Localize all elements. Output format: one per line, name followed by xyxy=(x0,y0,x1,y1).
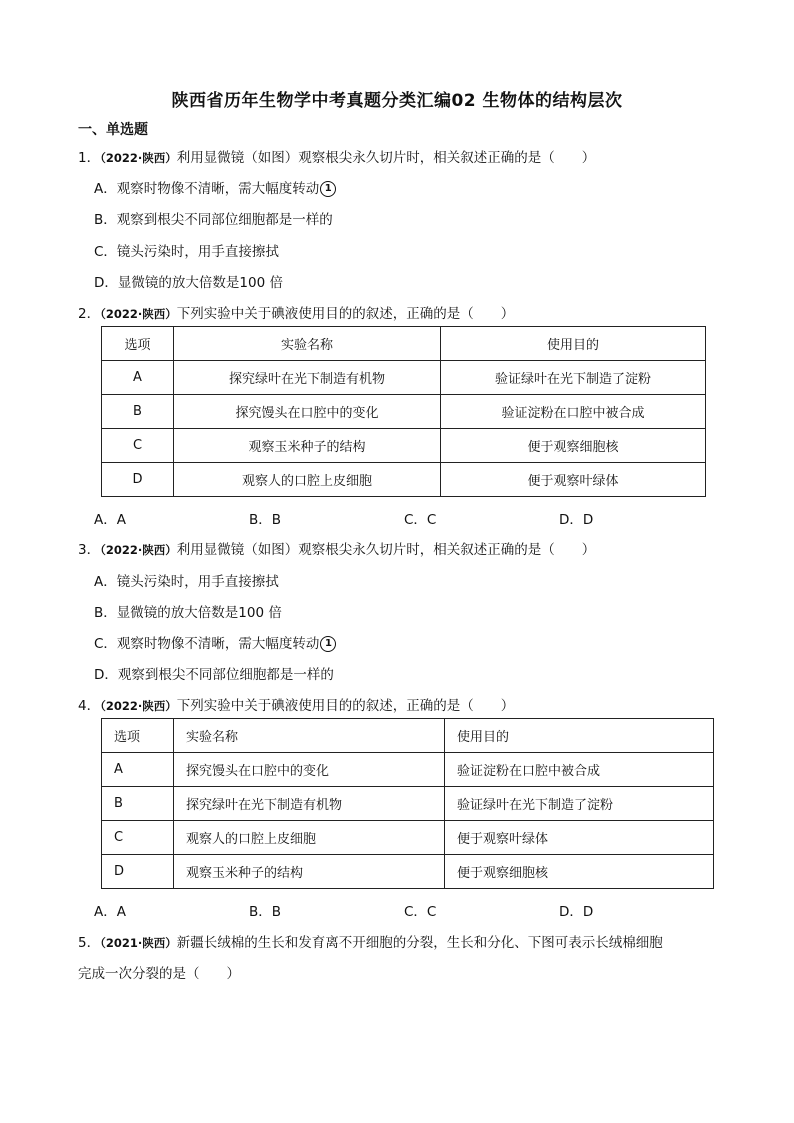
table-cell: B xyxy=(102,395,174,429)
table-row xyxy=(102,463,706,497)
table-cell: D xyxy=(102,855,174,889)
question-1 xyxy=(78,146,595,166)
question-2 xyxy=(78,302,514,322)
table-cell: 观察人的口腔上皮细胞 xyxy=(174,821,445,855)
q4-answer-choices xyxy=(94,900,714,920)
table-cell: B xyxy=(102,787,174,821)
q3-option-d: D．观察到根尖不同部位细胞都是一样的 xyxy=(94,667,334,683)
table-header-cell: 选项 xyxy=(102,327,174,361)
table-cell: 探究馒头在口腔中的变化 xyxy=(174,753,445,787)
answer-choice-b: B．B xyxy=(249,904,282,920)
q4-table xyxy=(101,718,714,889)
table-cell: A xyxy=(102,361,174,395)
question-number: 3． xyxy=(78,542,101,558)
table-cell: A xyxy=(102,753,174,787)
table-cell: 观察玉米种子的结构 xyxy=(174,429,441,463)
q2-table xyxy=(101,326,706,497)
question-number: 1． xyxy=(78,150,101,166)
table-cell: 验证淀粉在口腔中被合成 xyxy=(445,753,714,787)
table-cell: 探究绿叶在光下制造有机物 xyxy=(174,361,441,395)
circled-number-icon: 1 xyxy=(320,636,336,652)
table-row xyxy=(102,395,706,429)
table-cell: 验证绿叶在光下制造了淀粉 xyxy=(441,361,706,395)
table-header-cell: 实验名称 xyxy=(174,719,445,753)
answer-choice-d: D．D xyxy=(559,512,594,528)
answer-choice-c: C．C xyxy=(404,512,437,528)
question-stem: 新疆长绒棉的生长和发育离不开细胞的分裂，生长和分化、下图可表示长绒棉细胞 xyxy=(176,935,663,951)
q3-option-a: A．镜头污染时，用手直接擦拭 xyxy=(94,574,279,590)
table-cell: 观察玉米种子的结构 xyxy=(174,855,445,889)
section-heading: 一、单选题 xyxy=(78,122,148,138)
question-5 xyxy=(78,931,663,951)
question-number: 5． xyxy=(78,935,101,951)
table-cell: C xyxy=(102,429,174,463)
question-stem: 下列实验中关于碘液使用目的的叙述，正确的是（ ） xyxy=(176,306,515,322)
question-4 xyxy=(78,694,514,714)
answer-choice-b: B．B xyxy=(249,512,282,528)
question-number: 2． xyxy=(78,306,101,322)
q2-answer-choices xyxy=(94,508,714,528)
answer-choice-a: A．A xyxy=(94,904,126,920)
table-cell: 便于观察叶绿体 xyxy=(441,463,706,497)
question-source: （2021·陕西） xyxy=(100,936,177,950)
q3-option-b: B．显微镜的放大倍数是100 倍 xyxy=(94,605,282,621)
table-cell: 便于观察细胞核 xyxy=(445,855,714,889)
answer-choice-a: A．A xyxy=(94,512,126,528)
question-source: （2022·陕西） xyxy=(100,699,177,713)
table-cell: 探究绿叶在光下制造有机物 xyxy=(174,787,445,821)
answer-choice-d: D．D xyxy=(559,904,594,920)
q1-option-c: C．镜头污染时，用手直接擦拭 xyxy=(94,244,279,260)
q3-option-c: C．观察时物像不清晰，需大幅度转动 1 xyxy=(94,632,336,652)
page-title: 陕西省历年生物学中考真题分类汇编02 生物体的结构层次 xyxy=(171,91,623,111)
table-cell: 探究馒头在口腔中的变化 xyxy=(174,395,441,429)
table-header-row xyxy=(102,327,706,361)
question-3 xyxy=(78,538,595,558)
table-header-row xyxy=(102,719,714,753)
question-stem: 利用显微镜（如图）观察根尖永久切片时，相关叙述正确的是（ ） xyxy=(176,150,596,166)
question-stem: 利用显微镜（如图）观察根尖永久切片时，相关叙述正确的是（ ） xyxy=(176,542,596,558)
question-number: 4． xyxy=(78,698,101,714)
answer-choice-c: C．C xyxy=(404,904,437,920)
table-cell: 验证绿叶在光下制造了淀粉 xyxy=(445,787,714,821)
circled-number-icon: 1 xyxy=(320,181,336,197)
table-row xyxy=(102,429,706,463)
question-source: （2022·陕西） xyxy=(100,307,177,321)
table-row xyxy=(102,855,714,889)
table-cell: D xyxy=(102,463,174,497)
question-source: （2022·陕西） xyxy=(100,151,177,165)
table-cell: 验证淀粉在口腔中被合成 xyxy=(441,395,706,429)
question-stem: 下列实验中关于碘液使用目的的叙述，正确的是（ ） xyxy=(176,698,515,714)
question-5-continued: 完成一次分裂的是（ ） xyxy=(78,966,240,982)
table-header-cell: 使用目的 xyxy=(445,719,714,753)
table-cell: 便于观察细胞核 xyxy=(441,429,706,463)
table-row xyxy=(102,753,714,787)
table-row xyxy=(102,361,706,395)
q1-option-a: A．观察时物像不清晰，需大幅度转动 1 xyxy=(94,177,336,197)
table-header-cell: 使用目的 xyxy=(441,327,706,361)
q1-option-d: D．显微镜的放大倍数是100 倍 xyxy=(94,275,283,291)
table-header-cell: 选项 xyxy=(102,719,174,753)
q1-option-b: B．观察到根尖不同部位细胞都是一样的 xyxy=(94,212,333,228)
table-row xyxy=(102,787,714,821)
table-cell: 便于观察叶绿体 xyxy=(445,821,714,855)
question-source: （2022·陕西） xyxy=(100,543,177,557)
table-cell: 观察人的口腔上皮细胞 xyxy=(174,463,441,497)
table-row xyxy=(102,821,714,855)
table-cell: C xyxy=(102,821,174,855)
table-header-cell: 实验名称 xyxy=(174,327,441,361)
